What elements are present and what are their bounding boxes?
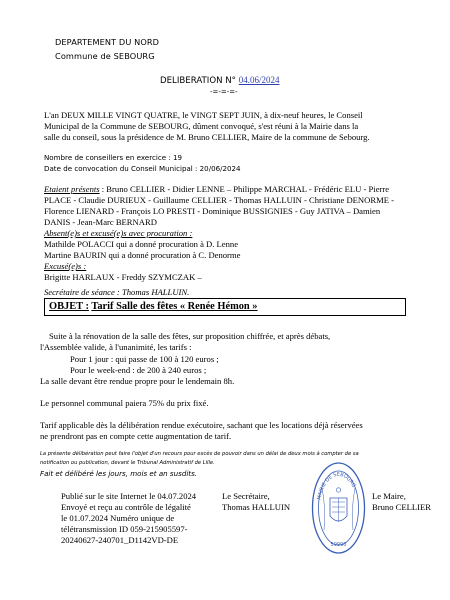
publish-line-1: Publié sur le site Internet le 04.07.2024 (61, 491, 197, 501)
secretary-name: Thomas HALLUIN (222, 502, 291, 512)
deliberation-title (160, 75, 279, 86)
content-line-4: Le personnel communal paiera 75% du prix fixé. (40, 398, 209, 408)
content-line-3: La salle devant être rendue propre pour le lendemain 8h. (40, 376, 235, 386)
convocation-date: Date de convocation du Conseil Municipal : 20/06/2024 (44, 164, 241, 173)
present-line-2: PLACE - Claudie DURIEUX - Guillaume CELLIER - Thomas HALLUIN - Christiane DENORME - (44, 195, 394, 205)
excused-names: Brigitte HARLAUX - Freddy SZYMCZAK – (44, 272, 202, 282)
present-label: Etaient présents (44, 184, 100, 194)
intro-line-2: Municipal de la Commune de SEBOURG, dûment convoqué, s'est réuni à la Mairie dans la (44, 121, 359, 131)
publish-line-2: Envoyé et reçu au contrôle de légalité (61, 502, 191, 512)
mayor-name: Bruno CELLIER (372, 502, 431, 512)
legal-notice-2: notification ou publication, devant le Tribunal Administratif de Lille. (40, 460, 215, 466)
publish-line-5: 20240627-240701_D1142VD-DE (61, 535, 179, 545)
title-separator: -=-=-=- (210, 88, 238, 96)
tariff-weekend: Pour le week-end : de 200 à 240 euros ; (70, 365, 207, 375)
object-line (49, 301, 258, 312)
present-line-3: Florence LIENARD - François LO PRESTI - Dominique BUSSIGNIES - Guy JATIVA – Damien (44, 206, 381, 216)
seal-code: 59990 (330, 542, 347, 548)
session-secretary: Secrétaire de séance : Thomas HALLUIN. (44, 287, 190, 297)
content-line-5: Tarif applicable dès la délibération rendue exécutoire, sachant que les locations déjà réservées (40, 420, 363, 430)
mayor-title: Le Maire, (372, 491, 406, 501)
department-heading: DEPARTEMENT DU NORD (55, 37, 160, 47)
deliberation-prefix: DELIBERATION N° (160, 76, 236, 86)
commune-heading: Commune de SEBOURG (55, 51, 155, 61)
publish-line-4: télétransmission ID 059-215905597- (61, 524, 188, 534)
present-line-4: DANIS - Jean-Marc BERNARD (44, 217, 157, 227)
members-count: Nombre de conseillers en exercice : 19 (44, 153, 183, 162)
excused-label: Excusé(e)s : (44, 261, 87, 271)
intro-line-3: salle du conseil, sous la présidence de M. Bruno CELLIER, Maire de la commune de Sebourg. (44, 132, 370, 142)
present-names-1: : Bruno CELLIER - Didier LENNE – Philippe MARCHAL - Frédéric ELU - Pierre (99, 184, 390, 194)
publish-line-3: le 01.07.2024 Numéro unique de (61, 513, 175, 523)
content-line-1: Suite à la rénovation de la salle des fêtes, sur proposition chiffrée, et après débats, (49, 331, 331, 341)
content-line-2: l'Assemblée valide, à l'unanimité, les tarifs : (40, 342, 192, 352)
signed-statement: Fait et délibéré les jours, mois et an susdits. (40, 469, 198, 478)
secretary-title: Le Secrétaire, (222, 491, 270, 501)
present-line-1 (44, 184, 389, 195)
deliberation-number: 04.06/2024 (238, 75, 280, 85)
intro-line-1: L'an DEUX MILLE VINGT QUATRE, le VINGT SEPT JUIN, à dix-neuf heures, le Conseil (44, 110, 363, 120)
seal-text: MAIRIE DE SEBOURG (316, 471, 357, 501)
content-line-6: ne prendront pas en compte cette augmentation de tarif. (40, 431, 232, 441)
proxy-line-2: Martine BAURIN qui a donné procuration à C. Denorme (44, 250, 241, 260)
object-label: OBJET : (49, 301, 89, 312)
proxy-line-1: Mathilde POLACCI qui a donné procuration à D. Lenne (44, 239, 239, 249)
svg-text:MAIRIE DE SEBOURG (316, 472, 356, 501)
proxy-label: Absent(e)s et excusé(e)s avec procuration : (44, 228, 193, 238)
legal-notice-1: La présente délibération peut faire l'objet d'un recours pour excès de pouvoir dans un délai de deux mois à compter de sa (40, 451, 359, 457)
tariff-one-day: Pour 1 jour : qui passe de 100 à 120 euros ; (70, 354, 219, 364)
object-text: Tarif Salle des fêtes « Renée Hémon » (91, 301, 258, 312)
mairie-seal-stamp (310, 460, 367, 556)
